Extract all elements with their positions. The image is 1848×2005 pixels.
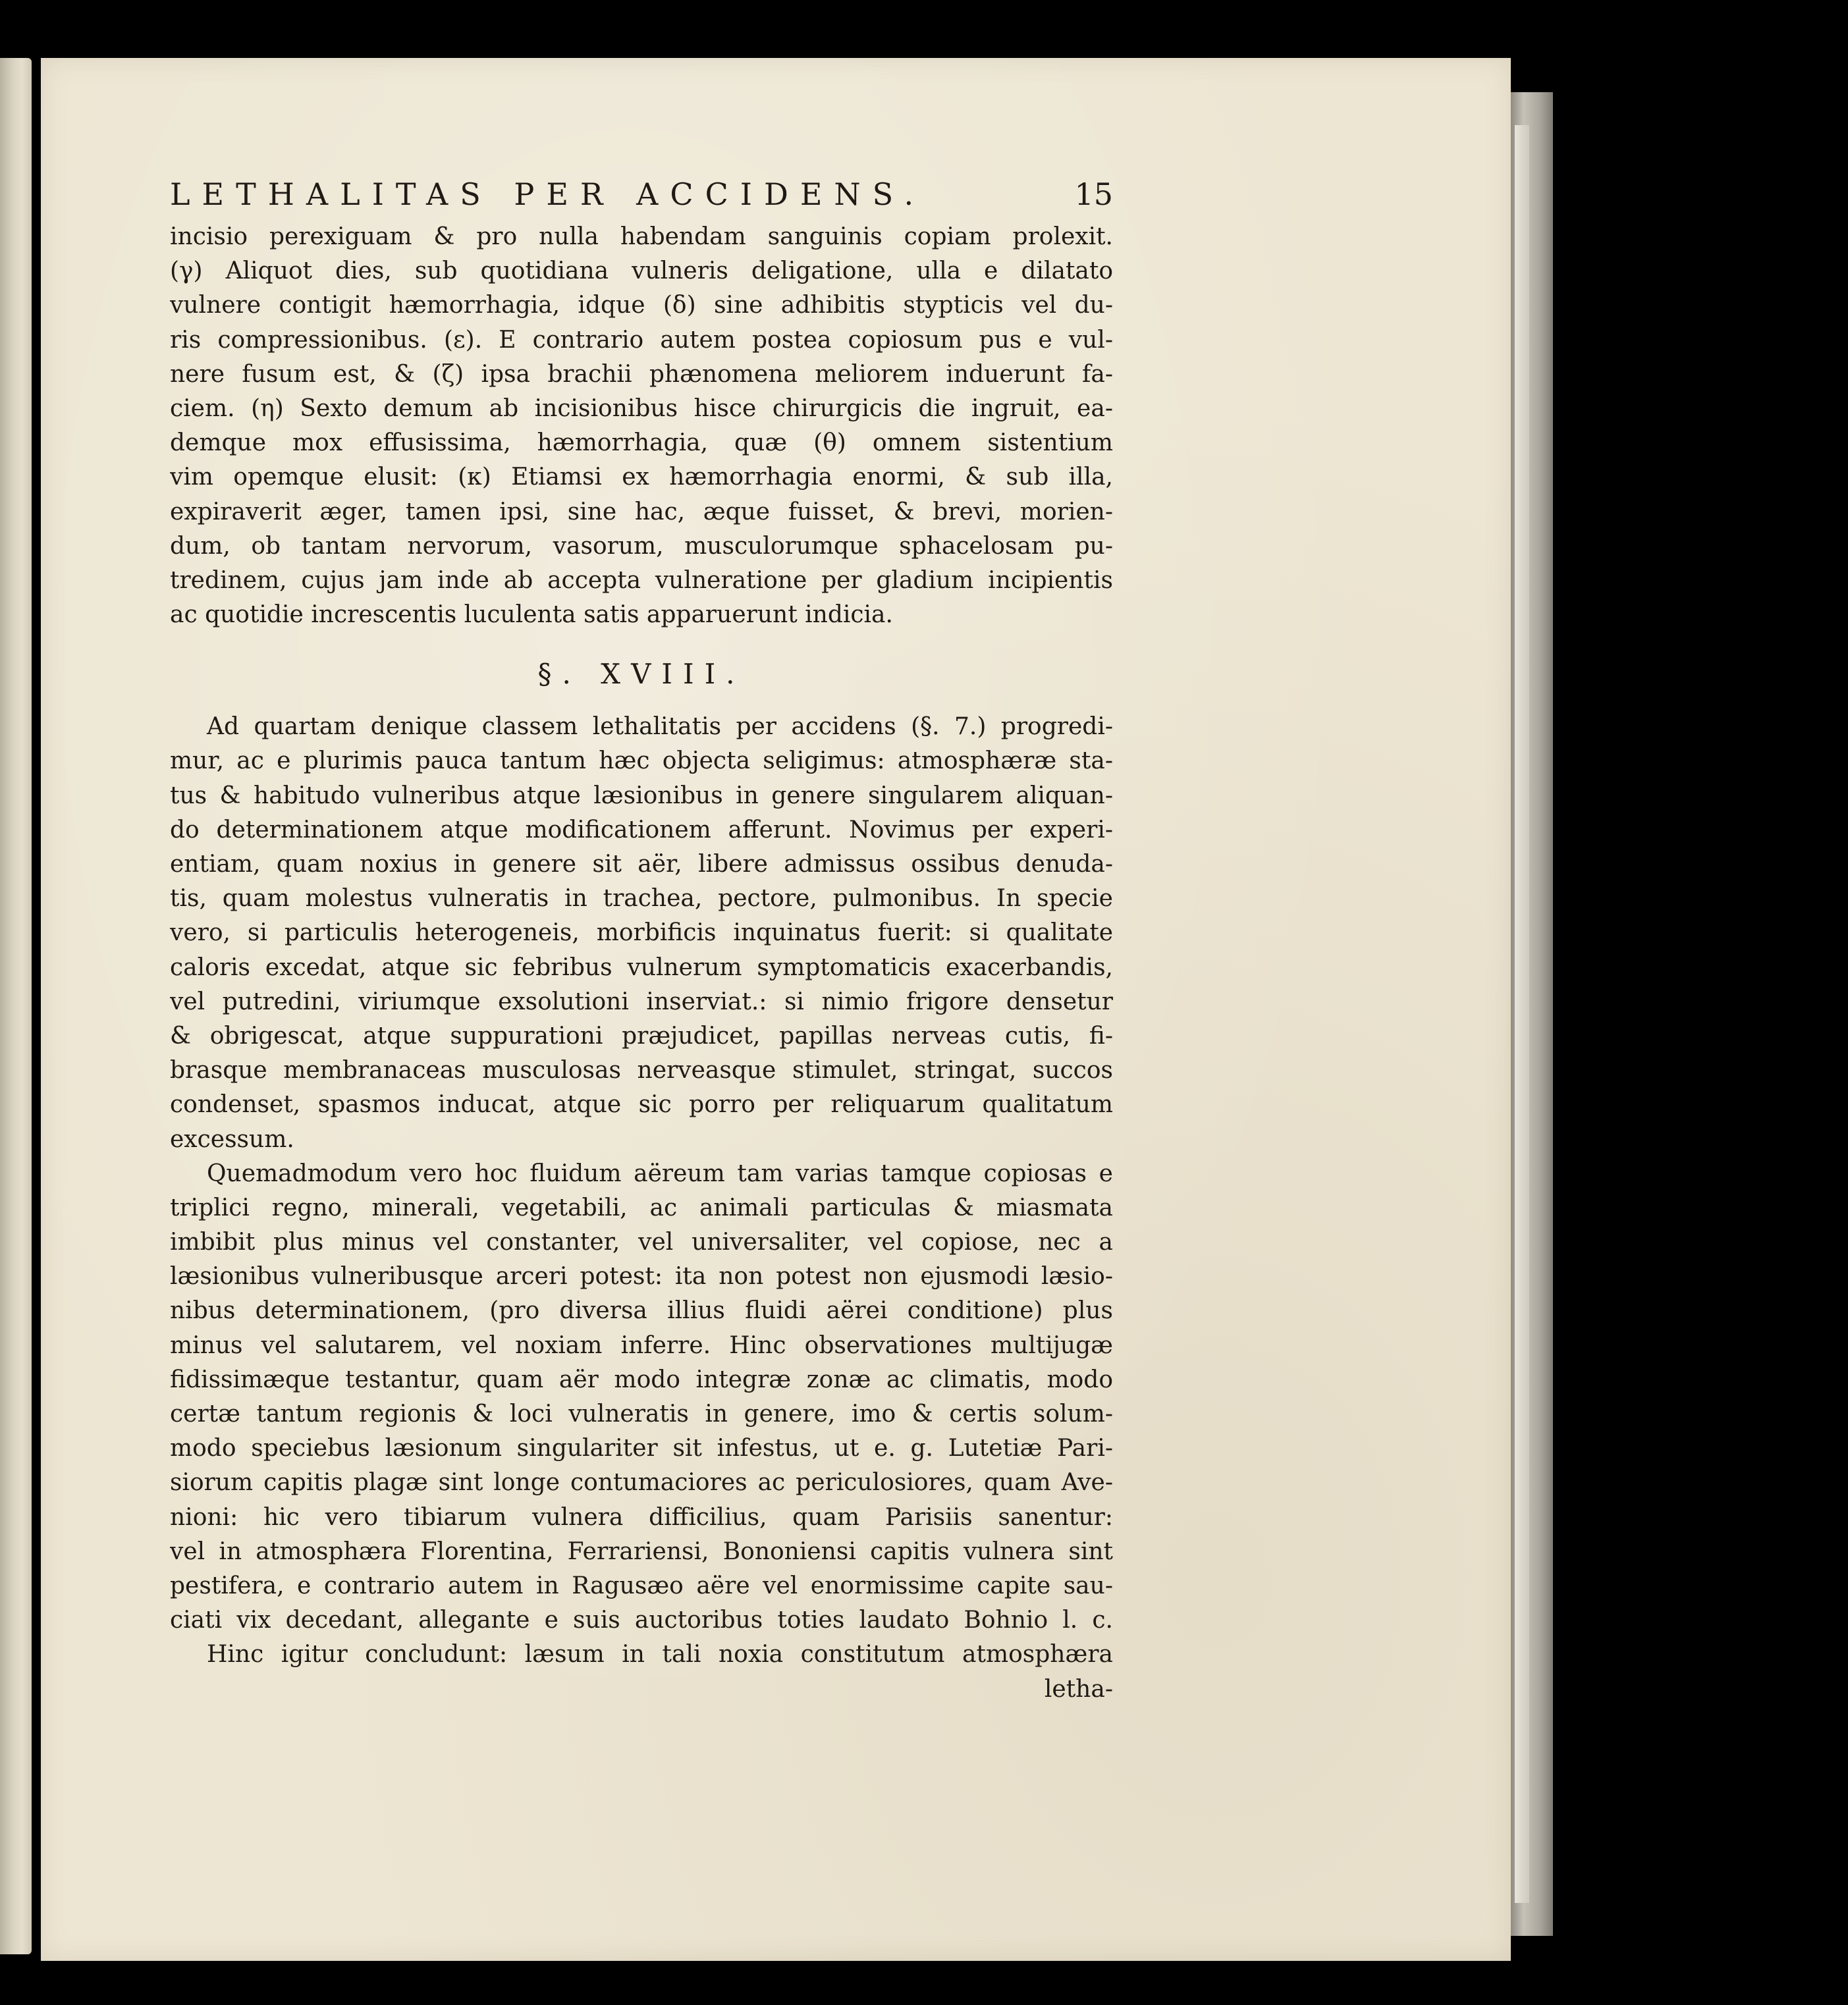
- paragraph-1: [170, 220, 1113, 632]
- text-line: caloris excedat, atque sic febribus vulnerum symptomaticis exacerbandis,: [170, 953, 1113, 981]
- text-line: expiraverit æger, tamen ipsi, sine hac, æque fuisset, & brevi, morien-: [170, 498, 1113, 525]
- page-number: 15: [1074, 176, 1113, 212]
- text-line: siorum capitis plagæ sint longe contumaciores ac periculosiores, quam Ave-: [170, 1469, 1113, 1497]
- text-line: condenset, spasmos inducat, atque sic porro per reliquarum qualitatum: [170, 1091, 1113, 1119]
- running-title: LETHALITAS PER ACCIDENS.: [170, 176, 926, 212]
- text-line: incisio perexiguam & pro nulla habendam sanguinis copiam prolexit.: [170, 223, 1113, 250]
- text-line: ac quotidie increscentis luculenta satis apparuerunt indicia.: [170, 601, 893, 629]
- text-line: vulnere contigit hæmorrhagia, idque (δ) sine adhibitis stypticis vel du-: [170, 292, 1113, 319]
- text-line: fidissimæque testantur, quam aër modo integræ zonæ ac climatis, modo: [170, 1366, 1113, 1393]
- text-line: minus vel salutarem, vel noxiam inferre. Hinc observationes multijugæ: [170, 1331, 1113, 1359]
- text-line: Ad quartam denique classem lethalitatis per accidens (§. 7.) progredi-: [207, 713, 1113, 741]
- text-line: mur, ac e plurimis pauca tantum hæc objecta seligimus: atmosphæræ sta-: [170, 747, 1113, 775]
- paragraph-2: [170, 710, 1113, 1156]
- text-line: demque mox effusissima, hæmorrhagia, quæ (θ) omnem sistentium: [170, 429, 1113, 457]
- text-line: entiam, quam noxius in genere sit aër, libere admissus ossibus denuda-: [170, 851, 1113, 878]
- previous-page-edge: [0, 58, 32, 1954]
- text-line: ris compressionibus. (ε). E contrario autem postea copiosum pus e vul-: [170, 326, 1113, 354]
- text-line: nere fusum est, & (ζ) ipsa brachii phænomena meliorem induerunt fa-: [170, 360, 1113, 388]
- catchword: letha-: [1044, 1675, 1113, 1703]
- text-line: vel in atmosphæra Florentina, Ferrariensi, Bononiensi capitis vulnera sint: [170, 1537, 1113, 1565]
- text-line: tus & habitudo vulneribus atque læsionibus in genere singularem aliquan-: [170, 782, 1113, 809]
- text-line: brasque membranaceas musculosas nerveasque stimulet, stringat, succos: [170, 1057, 1113, 1084]
- text-line: dum, ob tantam nervorum, vasorum, musculorumque sphacelosam pu-: [170, 532, 1113, 560]
- running-head: [170, 173, 1113, 216]
- text-line: tredinem, cujus jam inde ab accepta vulneratione per gladium incipientis: [170, 566, 1113, 594]
- text-line: vel putredini, viriumque exsolutioni inserviat.: si nimio frigore densetur: [170, 988, 1113, 1015]
- text-line: Quemadmodum vero hoc fluidum aëreum tam varias tamque copiosas e: [207, 1160, 1113, 1187]
- text-line: & obrigescat, atque suppurationi præjudicet, papillas nerveas cutis, fi-: [170, 1022, 1113, 1050]
- text-line: certæ tantum regionis & loci vulneratis in genere, imo & certis solum-: [170, 1401, 1113, 1428]
- text-line: vim opemque elusit: (κ) Etiamsi ex hæmorrhagia enormi, & sub illa,: [170, 464, 1113, 491]
- text-line: (γ) Aliquot dies, sub quotidiana vulneris deligatione, ulla e dilatato: [170, 257, 1113, 285]
- paragraph-3: [170, 1157, 1113, 1638]
- text-line: pestifera, e contrario autem in Ragusæo aëre vel enormissime capite sau-: [170, 1572, 1113, 1599]
- text-block: [170, 173, 1113, 1707]
- paragraph-4: [170, 1638, 1113, 1672]
- text-line: tis, quam molestus vulneratis in trachea, pectore, pulmonibus. In specie: [170, 885, 1113, 913]
- section-heading: §. XVIII.: [537, 658, 746, 691]
- text-line: Hinc igitur concludunt: læsum in tali noxia constitutum atmosphæra: [207, 1641, 1113, 1669]
- text-line: vero, si particulis heterogeneis, morbificis inquinatus fuerit: si qualitate: [170, 919, 1113, 947]
- page-block-edge: [1515, 125, 1529, 1903]
- text-line: excessum.: [170, 1125, 294, 1153]
- text-line: ciem. (η) Sexto demum ab incisionibus hisce chirurgicis die ingruit, ea-: [170, 394, 1113, 422]
- text-line: læsionibus vulneribusque arceri potest: ita non potest non ejusmodi læsio-: [170, 1263, 1113, 1291]
- text-line: imbibit plus minus vel constanter, vel universaliter, vel copiose, nec a: [170, 1229, 1113, 1256]
- text-line: do determinationem atque modificationem afferunt. Novimus per experi-: [170, 816, 1113, 843]
- text-line: triplici regno, minerali, vegetabili, ac animali particulas & miasmata: [170, 1194, 1113, 1221]
- text-line: nibus determinationem, (pro diversa illius fluidi aërei conditione) plus: [170, 1297, 1113, 1325]
- text-line: modo speciebus læsionum singulariter sit infestus, ut e. g. Lutetiæ Pari-: [170, 1435, 1113, 1462]
- text-line: nioni: hic vero tibiarum vulnera difficilius, quam Parisiis sanentur:: [170, 1503, 1113, 1531]
- text-line: ciati vix decedant, allegante e suis auctoribus toties laudato Bohnio l. c.: [170, 1607, 1113, 1634]
